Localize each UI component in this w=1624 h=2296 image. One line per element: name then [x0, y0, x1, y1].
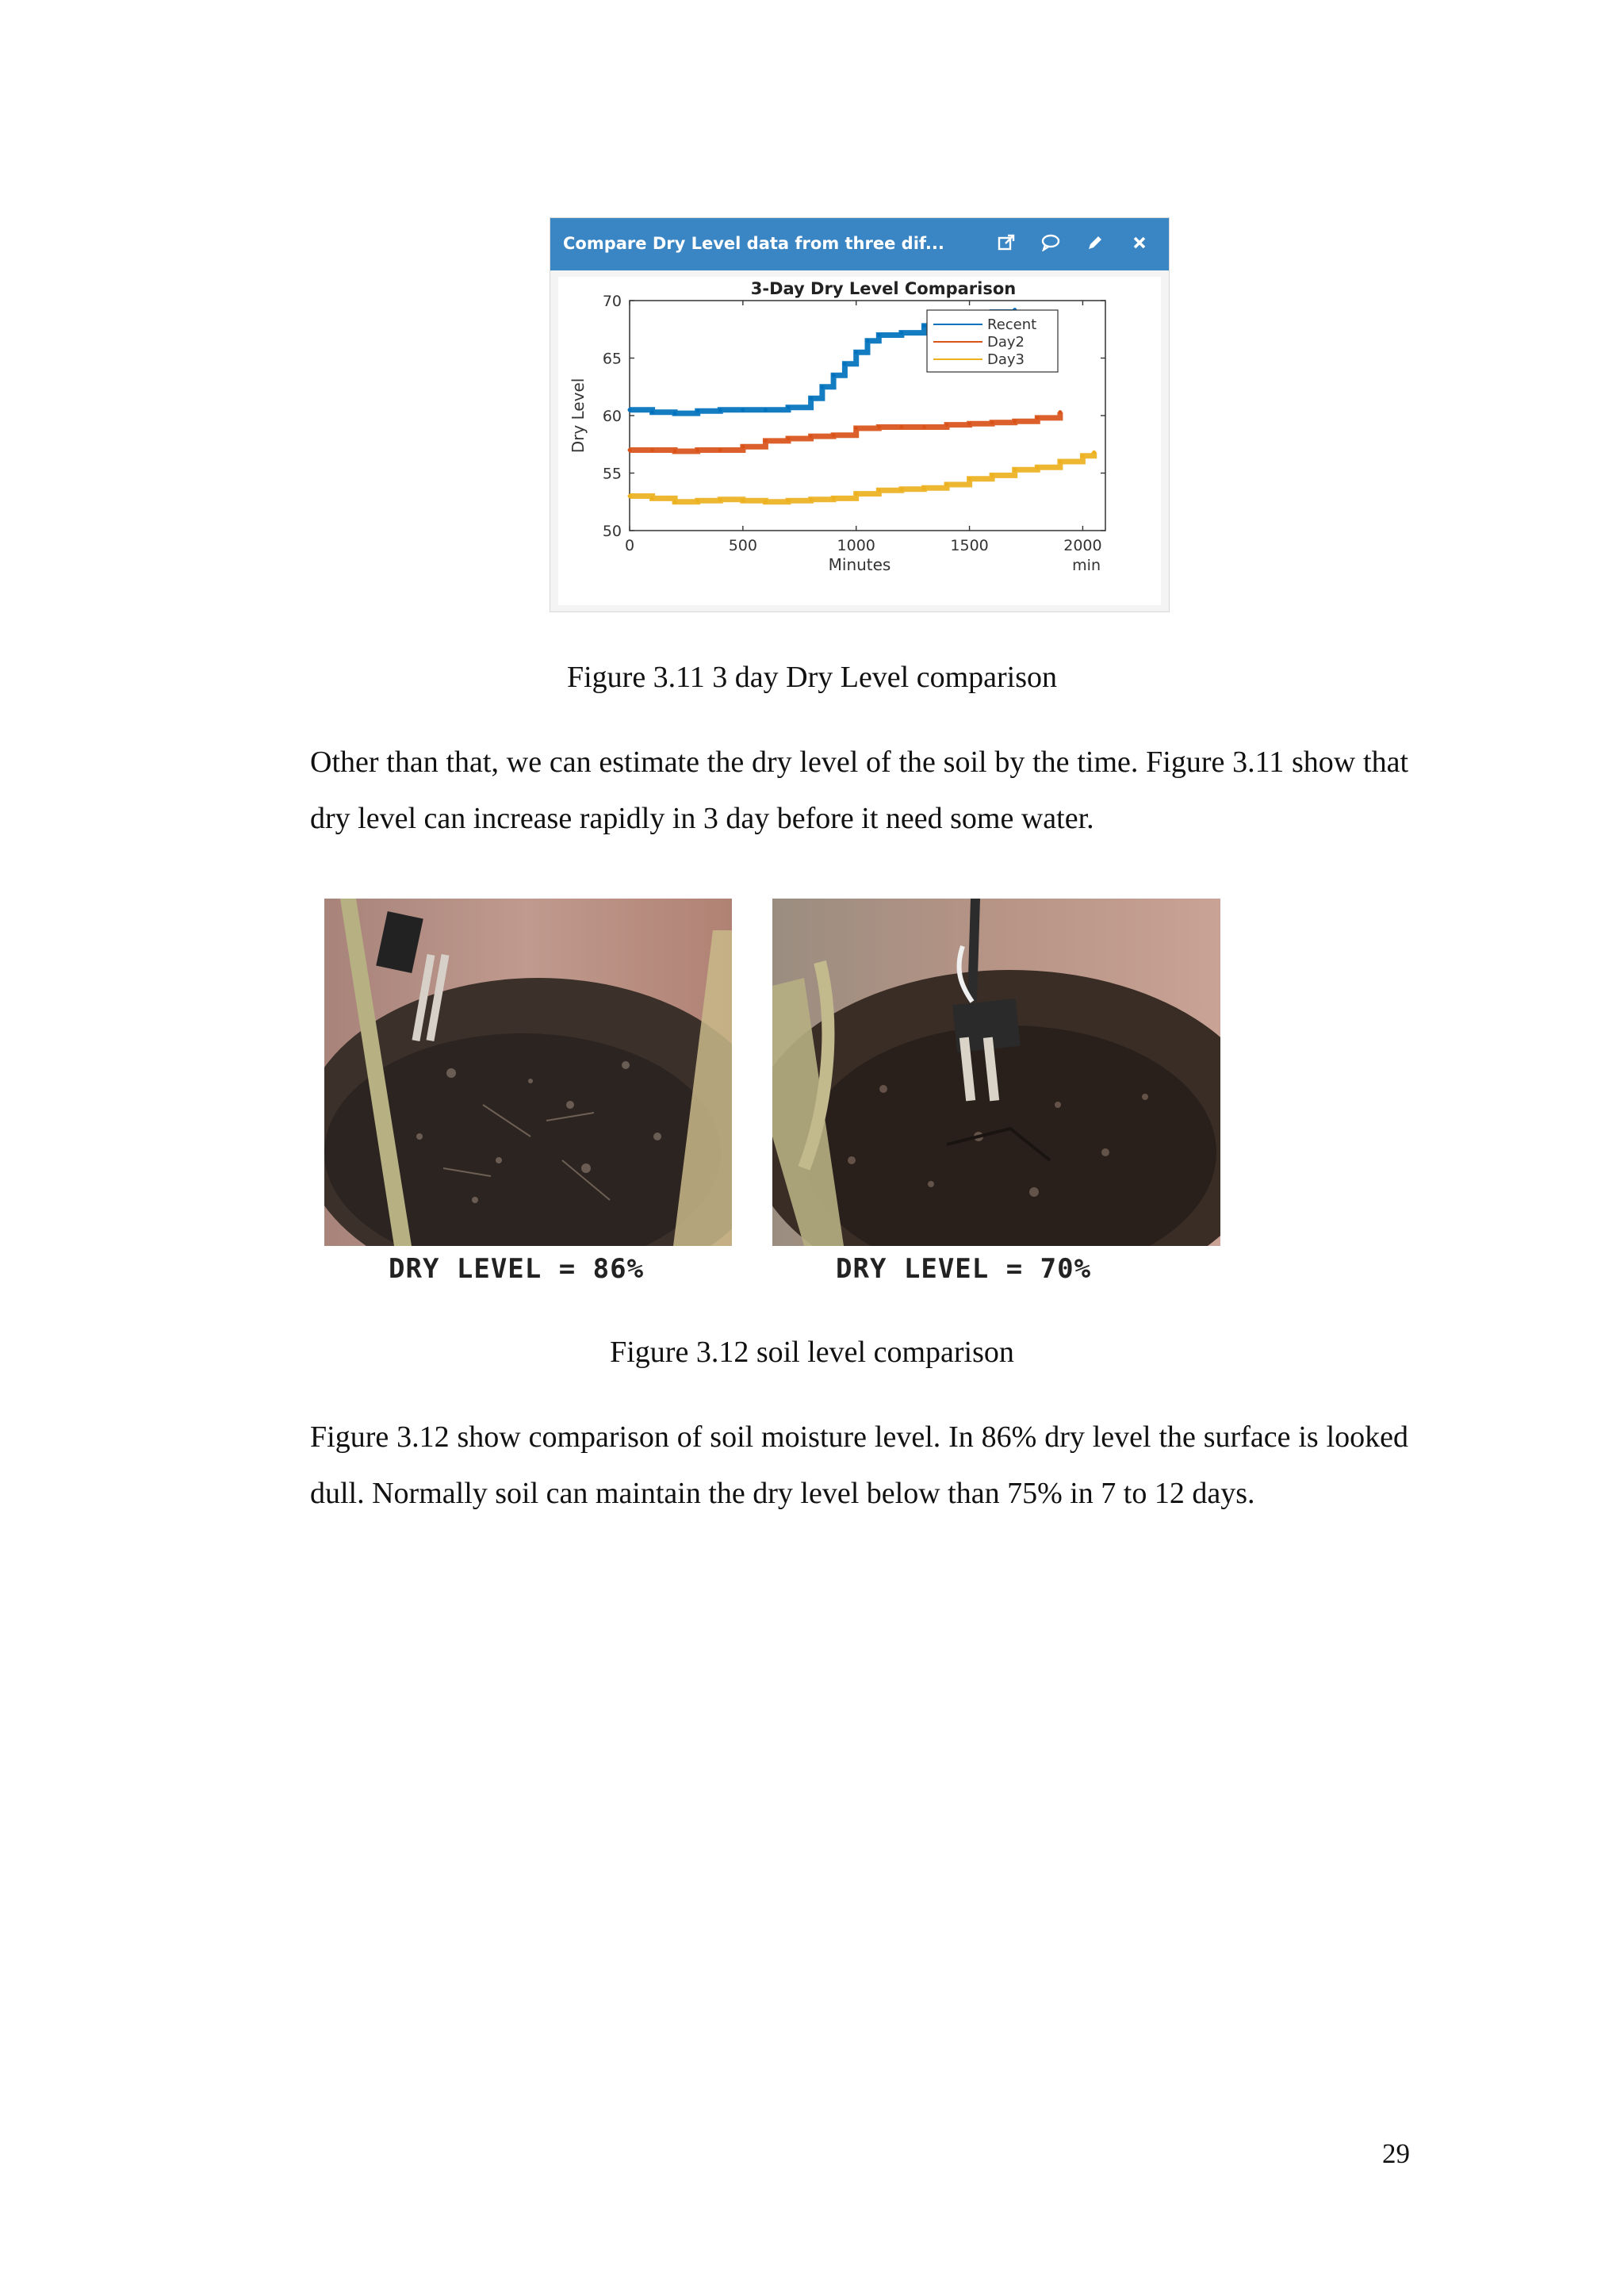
- soil-photo-dry: [324, 899, 732, 1246]
- figure-caption-3-12: Figure 3.12 soil level comparison: [610, 1336, 1014, 1369]
- y-tick-label: 55: [602, 465, 622, 483]
- data-point-day3: [695, 499, 699, 503]
- data-point-day2: [832, 433, 836, 437]
- soil-photo-moist: [772, 899, 1220, 1246]
- data-point-day2: [990, 420, 994, 424]
- data-point-day3: [673, 500, 677, 504]
- data-point-day3: [718, 497, 722, 501]
- data-point-day3: [1058, 460, 1062, 464]
- x-tick-label: 500: [728, 537, 757, 554]
- data-point-day2: [628, 448, 632, 452]
- data-point-day3: [967, 477, 971, 481]
- data-point-recent: [650, 410, 654, 414]
- widget-toolbar: [996, 231, 1150, 255]
- y-tick-label: 60: [602, 408, 622, 425]
- data-point-recent: [832, 374, 836, 378]
- data-point-recent: [695, 409, 699, 413]
- chart-area: [558, 277, 1161, 605]
- data-point-recent: [866, 339, 870, 343]
- photo-label-moist: DRY LEVEL = 70%: [836, 1253, 1092, 1285]
- y-tick-label: 65: [602, 350, 622, 368]
- data-point-day2: [1013, 420, 1017, 424]
- data-point-day2: [1036, 416, 1040, 420]
- data-point-day3: [650, 496, 654, 500]
- x-axis-label: Minutes: [828, 555, 891, 574]
- x-tick-label: 1000: [837, 537, 875, 554]
- data-point-recent: [899, 331, 903, 335]
- chart-title: 3-Day Dry Level Comparison: [750, 279, 1017, 298]
- data-point-day3: [741, 499, 745, 503]
- paragraph-2-text: Figure 3.12 show comparison of soil moisture level. In 86% dry level the surface is looked dull. Normally soil can maintain the dry level below than 75% in 7 to 12 days.: [310, 1420, 1408, 1510]
- data-point-day3: [854, 492, 858, 496]
- y-axis-label: Dry Level: [569, 378, 588, 454]
- data-point-day3: [787, 499, 791, 503]
- y-tick-label: 70: [602, 293, 622, 310]
- data-point-day3: [899, 487, 903, 491]
- data-point-day3: [832, 496, 836, 500]
- data-point-day3: [877, 489, 881, 493]
- close-icon[interactable]: [1129, 231, 1150, 255]
- x-tick-label: 2000: [1063, 537, 1102, 554]
- data-point-recent: [809, 397, 813, 401]
- data-point-day2: [1058, 410, 1062, 414]
- series-line-day3: [630, 452, 1094, 501]
- data-point-recent: [764, 408, 768, 412]
- paragraph-1-text: Other than that, we can estimate the dry level of the soil by the time. Figure 3.11 show that dry level can increase rapidly in 3 day before it need some water.: [310, 746, 1408, 835]
- data-point-recent: [787, 405, 791, 409]
- widget-title: Compare Dry Level data from three dif...: [563, 234, 944, 253]
- data-point-day2: [922, 425, 926, 429]
- x-tick-label: 0: [624, 537, 635, 554]
- data-point-day2: [787, 437, 791, 441]
- y-tick-label: 50: [602, 523, 622, 540]
- comment-icon[interactable]: [1040, 231, 1061, 255]
- data-point-day3: [628, 494, 632, 498]
- data-point-day2: [764, 439, 768, 443]
- data-point-day2: [945, 423, 949, 427]
- dry-level-chart: [558, 277, 1161, 605]
- data-point-day3: [945, 483, 949, 487]
- data-point-day3: [1036, 466, 1040, 470]
- data-point-day2: [718, 448, 722, 452]
- data-point-day2: [695, 448, 699, 452]
- data-point-day3: [922, 486, 926, 490]
- data-point-recent: [877, 333, 881, 337]
- page-number: 29: [1382, 2138, 1410, 2169]
- data-point-day2: [650, 448, 654, 452]
- data-point-recent: [718, 408, 722, 412]
- data-point-recent: [843, 362, 847, 366]
- data-point-recent: [854, 351, 858, 355]
- data-point-day2: [673, 450, 677, 454]
- chart-widget: [550, 217, 1170, 612]
- data-point-day3: [809, 497, 813, 501]
- series-line-day2: [630, 412, 1060, 451]
- external-link-icon[interactable]: [996, 231, 1017, 255]
- data-point-day2: [809, 435, 813, 439]
- photo-label-dry: DRY LEVEL = 86%: [389, 1253, 645, 1285]
- figure-caption-3-11: Figure 3.11 3 day Dry Level comparison: [566, 661, 1058, 694]
- data-point-day3: [1081, 454, 1085, 458]
- data-point-day3: [764, 500, 768, 504]
- data-point-recent: [820, 385, 824, 389]
- x-axis-unit: min: [1072, 557, 1101, 574]
- pencil-icon[interactable]: [1085, 231, 1105, 255]
- data-point-recent: [673, 412, 677, 416]
- legend-label-recent: Recent: [987, 316, 1037, 333]
- data-point-day3: [1013, 468, 1017, 472]
- legend-label-day3: Day3: [987, 351, 1025, 368]
- data-point-day3: [990, 473, 994, 477]
- data-point-recent: [741, 408, 745, 412]
- paragraph-2: [310, 1409, 1408, 1522]
- data-point-recent: [922, 324, 926, 328]
- data-point-day2: [877, 425, 881, 429]
- legend-label-day2: Day2: [987, 334, 1025, 351]
- data-point-day2: [741, 445, 745, 449]
- paragraph-1: [310, 734, 1408, 847]
- data-point-recent: [628, 408, 632, 412]
- data-point-day2: [967, 422, 971, 426]
- x-tick-label: 1500: [950, 537, 989, 554]
- data-point-day3: [1092, 450, 1096, 454]
- widget-header: [550, 218, 1169, 270]
- data-point-day2: [899, 425, 903, 429]
- data-point-day2: [854, 427, 858, 431]
